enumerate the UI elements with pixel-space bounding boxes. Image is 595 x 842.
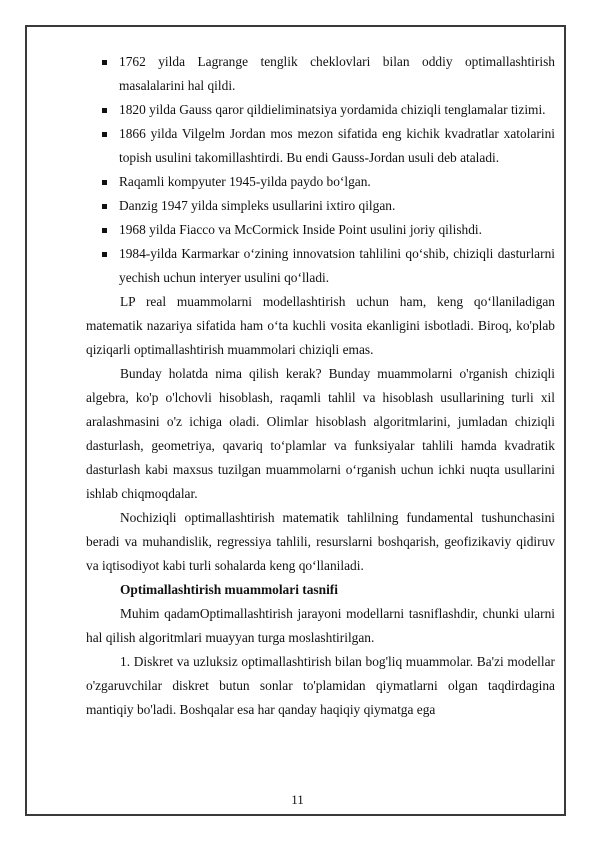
paragraph: 1. Diskret va uzluksiz optimallashtirish bilan bog'liq muammolar. Ba'zi modellar o'zgaruvchilar diskret butun sonlar to'plamidan qiymatlarni olgan taqdirdagina mantiqiy bo'ladi. Boshqalar esa har qanday haqiqiy qiymatga ega xyxy=(86,654,555,717)
page-number: 11 xyxy=(291,792,304,807)
page-content xyxy=(86,50,555,722)
bullet-item: 1820 yilda Gauss qaror qildieliminatsiya yordamida chiziqli tenglamalar tizimi. xyxy=(86,98,555,122)
bullet-item: 1762 yilda Lagrange tenglik cheklovlari bilan oddiy optimallashtirish masalalarini hal qildi. xyxy=(86,50,555,98)
bullet-item: 1968 yilda Fiacco va McCormick Inside Point usulini joriy qilishdi. xyxy=(86,218,555,242)
bullet-item: 1984-yilda Karmarkar o‘zining innovatsion tahlilini qo‘shib, chiziqli dasturlarni yechish uchun interyer usulini qo‘lladi. xyxy=(86,242,555,290)
paragraph: LP real muammolarni modellashtirish uchun ham, keng qo‘llaniladigan matematik nazariya sifatida ham o‘ta kuchli vosita ekanligini isbotladi. Biroq, ko'plab qiziqarli optimallashtirish muammolari chiziqli emas. xyxy=(86,294,555,357)
bullet-item: 1866 yilda Vilgelm Jordan mos mezon sifatida eng kichik kvadratlar xatolarini topish usulini takomillashtirdi. Bu endi Gauss-Jordan usuli deb ataladi. xyxy=(86,122,555,170)
paragraph: Bunday holatda nima qilish kerak? Bunday muammolarni o'rganish chiziqli algebra, ko'p o'lchovli hisoblash, raqamli tahlil va hisoblash usullarining turli xil aralashmasini o'z ichiga oladi. Olimlar hisoblash algoritmlarini, jumladan chiziqli dasturlash, geometriya, qavariq to‘plamlar va funksiyalar tahlili hamda kvadratik dasturlash kabi maxsus tuzilgan muammolarni o‘rganish uchun ichki nuqta usullarini ishlab chiqmoqdalar. xyxy=(86,366,555,501)
bullet-item: Danzig 1947 yilda simpleks usullarini ixtiro qilgan. xyxy=(86,194,555,218)
paragraph: Nochiziqli optimallashtirish matematik tahlilning fundamental tushunchasini beradi va muhandislik, regressiya tahlili, resurslarni boshqarish, geofizikaviy qidiruv va iqtisodiyot kabi turli sohalarda keng qo‘llaniladi. xyxy=(86,510,555,573)
bullet-item: Raqamli kompyuter 1945-yilda paydo bo‘lgan. xyxy=(86,170,555,194)
history-bullet-list xyxy=(86,50,555,290)
section-heading: Optimallashtirish muammolari tasnifi xyxy=(120,582,338,597)
paragraph: Muhim qadamOptimallashtirish jarayoni modellarni tasniflashdir, chunki ularni hal qilish algoritmlari muayyan turga moslashtirilgan. xyxy=(86,606,555,645)
